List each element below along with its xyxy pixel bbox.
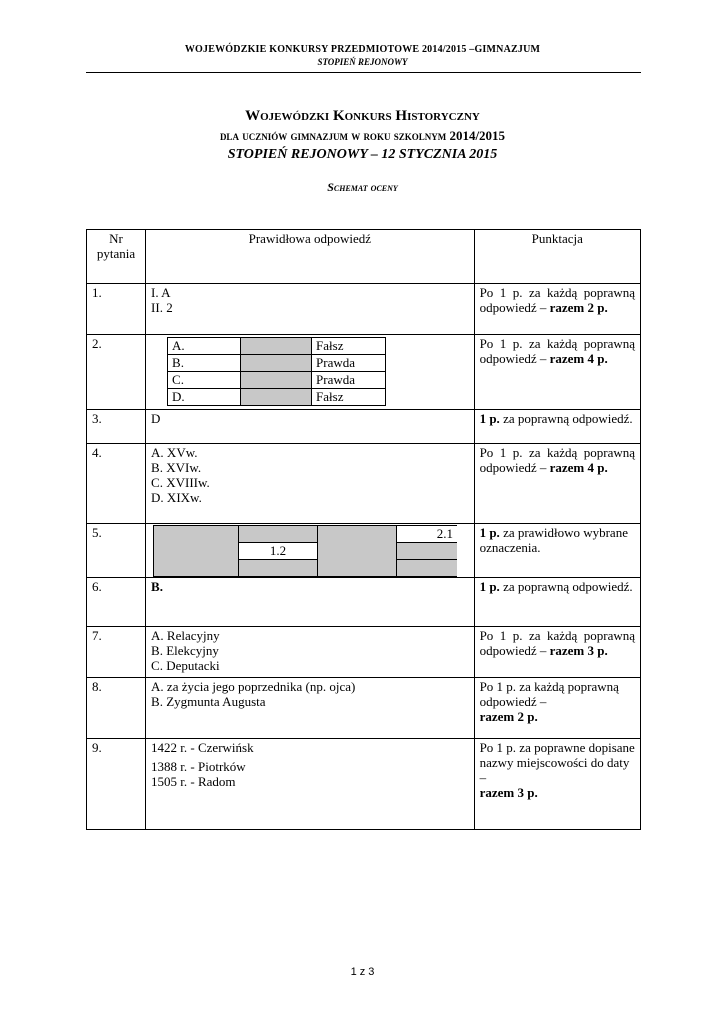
row-points bbox=[474, 284, 640, 335]
row-answer: D bbox=[146, 410, 475, 444]
title-line-4: Schemat oceny bbox=[327, 180, 398, 194]
grid-shaded-cell bbox=[397, 560, 458, 577]
grid-letter: B. bbox=[168, 355, 241, 372]
row-answer bbox=[146, 524, 475, 578]
points-text: Po 1 p. za poprawne dopisane nazwy miejscowości do daty – bbox=[479, 740, 635, 785]
grid-letter: A. bbox=[168, 338, 241, 355]
title-line-2: dla uczniów gimnazjum w roku szkolnym 2014/2015 bbox=[219, 128, 506, 143]
true-false-grid bbox=[167, 337, 386, 406]
points-text: Po 1 p. za każdą poprawną odpowiedź – bbox=[479, 285, 635, 315]
row-points bbox=[474, 335, 640, 410]
table-header-row bbox=[87, 230, 641, 284]
answer-line: B. XVIw. bbox=[151, 460, 202, 475]
row-points bbox=[474, 578, 640, 627]
header-answer: Prawidłowa odpowiedź bbox=[146, 230, 475, 284]
row-points bbox=[474, 410, 640, 444]
grid-shaded-cell bbox=[241, 389, 312, 406]
grid-letter: D. bbox=[168, 389, 241, 406]
grid-shaded-cell bbox=[154, 526, 239, 577]
header-points: Punktacja bbox=[474, 230, 640, 284]
table-row bbox=[87, 410, 641, 444]
grid-value: Prawda bbox=[312, 355, 386, 372]
points-text: za prawidłowo wybrane oznaczenia. bbox=[479, 525, 628, 555]
row-nr: 1. bbox=[87, 284, 146, 335]
title-line-1: Wojewódzki Konkurs Historyczny bbox=[245, 108, 480, 124]
row-answer bbox=[146, 335, 475, 410]
points-total: razem 4 p. bbox=[549, 351, 608, 366]
table-row bbox=[87, 444, 641, 524]
points-total: razem 4 p. bbox=[549, 460, 608, 475]
row-nr: 7. bbox=[87, 627, 146, 678]
points-total: razem 3 p. bbox=[479, 785, 538, 800]
answer-line: B. Zygmunta Augusta bbox=[151, 694, 266, 709]
points-total: razem 3 p. bbox=[549, 643, 608, 658]
row-nr: 4. bbox=[87, 444, 146, 524]
table-row bbox=[87, 284, 641, 335]
row-points bbox=[474, 444, 640, 524]
title-line-3: STOPIEŃ REJONOWY – 12 STYCZNIA 2015 bbox=[227, 147, 498, 162]
table-row bbox=[87, 678, 641, 739]
header-rule bbox=[86, 72, 641, 73]
points-text: Po 1 p. za każdą poprawną odpowiedź – bbox=[479, 336, 635, 366]
row-nr: 9. bbox=[87, 739, 146, 830]
row-answer bbox=[146, 284, 475, 335]
document-title bbox=[0, 108, 725, 195]
grid-row bbox=[154, 526, 458, 543]
row-nr: 6. bbox=[87, 578, 146, 627]
row-answer bbox=[146, 627, 475, 678]
table-row bbox=[87, 335, 641, 410]
answer-line: C. XVIIIw. bbox=[151, 475, 210, 490]
row-answer bbox=[146, 578, 475, 627]
grid-letter: C. bbox=[168, 372, 241, 389]
answer-line: II. 2 bbox=[151, 300, 173, 315]
grid-label-1-2: 1.2 bbox=[239, 543, 318, 560]
points-text: Po 1 p. za każdą poprawną odpowiedź – bbox=[479, 445, 635, 475]
table-row bbox=[87, 627, 641, 678]
points-text: za poprawną odpowiedź. bbox=[503, 579, 633, 594]
table-row bbox=[87, 578, 641, 627]
answer-line: C. Deputacki bbox=[151, 658, 220, 673]
points-text: Po 1 p. za każdą poprawną odpowiedź – bbox=[479, 628, 635, 658]
grid-label-2-1: 2.1 bbox=[397, 526, 458, 543]
grid-value: Fałsz bbox=[312, 338, 386, 355]
answer-line: 1422 r. - Czerwińsk bbox=[151, 740, 254, 755]
grid-shaded-cell bbox=[239, 526, 318, 543]
points-bold: 1 p. bbox=[479, 525, 500, 540]
grid-shaded-cell bbox=[241, 355, 312, 372]
answer-line: 1388 r. - Piotrków bbox=[151, 759, 246, 774]
grid-value: Prawda bbox=[312, 372, 386, 389]
answer-line: A. XVw. bbox=[151, 445, 198, 460]
marking-grid bbox=[153, 525, 457, 577]
points-total: razem 2 p. bbox=[479, 709, 538, 724]
row-answer bbox=[146, 678, 475, 739]
grid-shaded-cell bbox=[239, 560, 318, 577]
row-nr: 5. bbox=[87, 524, 146, 578]
row-points bbox=[474, 678, 640, 739]
answer-line: B. bbox=[151, 579, 163, 594]
row-points bbox=[474, 739, 640, 830]
table-row bbox=[87, 739, 641, 830]
points-text: Po 1 p. za każdą poprawną odpowiedź – bbox=[479, 679, 619, 709]
points-text: za poprawną odpowiedź. bbox=[503, 411, 633, 426]
row-nr: 3. bbox=[87, 410, 146, 444]
grid-value: Fałsz bbox=[312, 389, 386, 406]
header-nr: Nr pytania bbox=[87, 230, 146, 284]
grid-shaded-cell bbox=[241, 338, 312, 355]
row-points bbox=[474, 627, 640, 678]
grid-row bbox=[168, 338, 386, 355]
answer-line: D. XIXw. bbox=[151, 490, 202, 505]
points-bold: 1 p. bbox=[479, 411, 500, 426]
grid-shaded-cell bbox=[397, 543, 458, 560]
answer-line: B. Elekcyjny bbox=[151, 643, 219, 658]
header-line-2: STOPIEŃ REJONOWY bbox=[317, 57, 408, 67]
answer-key-table bbox=[86, 229, 641, 830]
answer-line: A. Relacyjny bbox=[151, 628, 220, 643]
answer-line: I. A bbox=[151, 285, 171, 300]
grid-shaded-cell bbox=[318, 526, 397, 577]
table-row bbox=[87, 524, 641, 578]
row-points bbox=[474, 524, 640, 578]
grid-shaded-cell bbox=[241, 372, 312, 389]
grid-row bbox=[168, 355, 386, 372]
row-answer bbox=[146, 739, 475, 830]
points-bold: 1 p. bbox=[479, 579, 500, 594]
grid-row bbox=[168, 372, 386, 389]
header-line-1: WOJEWÓDZKIE KONKURSY PRZEDMIOTOWE 2014/2015 –GIMNAZJUM bbox=[184, 44, 541, 55]
answer-line: A. za życia jego poprzednika (np. ojca) bbox=[151, 679, 356, 694]
answer-line: 1505 r. - Radom bbox=[151, 774, 236, 789]
running-header bbox=[0, 44, 725, 67]
row-answer bbox=[146, 444, 475, 524]
row-nr: 2. bbox=[87, 335, 146, 410]
page-number: 1 z 3 bbox=[350, 966, 375, 978]
grid-row bbox=[168, 389, 386, 406]
points-total: razem 2 p. bbox=[549, 300, 608, 315]
row-nr: 8. bbox=[87, 678, 146, 739]
